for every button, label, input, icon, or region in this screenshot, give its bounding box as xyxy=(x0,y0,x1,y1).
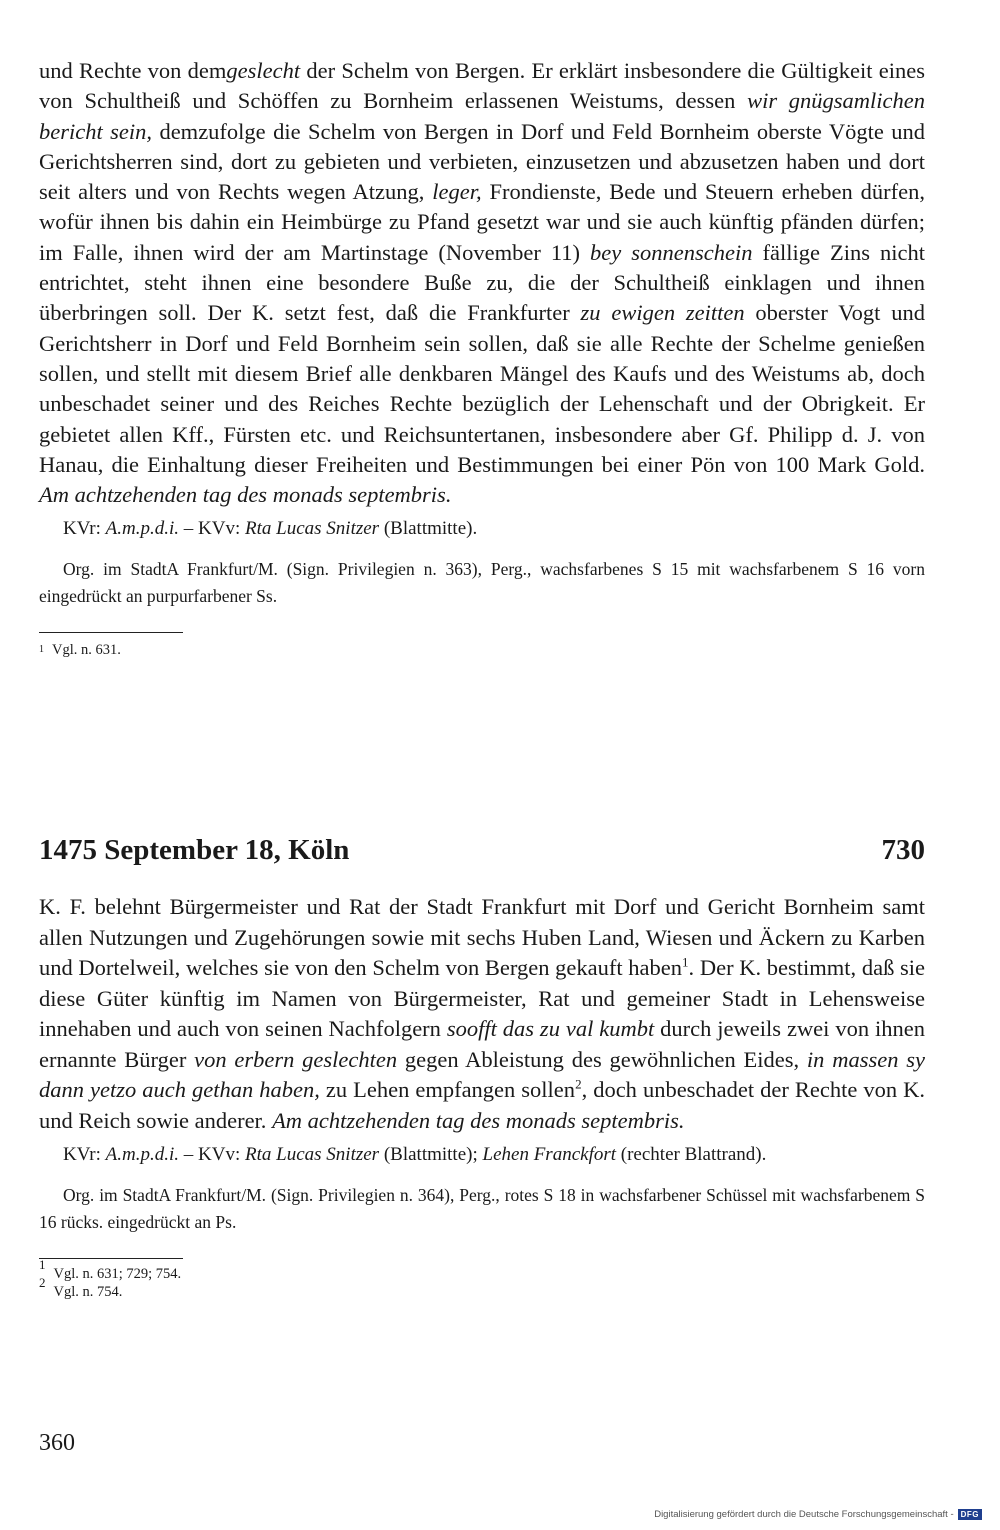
footnote-ref: 2 xyxy=(575,1076,582,1092)
entry-730-number: 730 xyxy=(881,834,925,866)
kv-value: Rta Lucas Snitzer xyxy=(245,1144,380,1165)
footnote-text: Vgl. n. 631; 729; 754. xyxy=(53,1266,182,1282)
kv-value: Rta Lucas Snitzer xyxy=(245,518,380,540)
page-number: 360 xyxy=(39,1430,75,1456)
entry-730-heading xyxy=(39,830,925,870)
text-run: der Schelm von Bergen. Er erklärt insbesondere die Gültigkeit eines von Schultheiß und Schöffen zu Bornheim erlassenen Weistums, dessen xyxy=(39,58,925,114)
entry-729-footnote-1 xyxy=(39,641,925,659)
text-run: oberster Vogt und Gerichtsherr in Dorf und Feld Bornheim sein sollen, daß sie alle Rechte der Schelme genießen sollen, und stellt mit diesem Brief alle denkbaren Mängel des Kaufs und des Weistums ab, doch unbeschadet seiner und des Reiches Rechte bezüglich der Lehenschaft und der Obrigkeit. Er gebietet allen Kff., Fürsten etc. und Reichsuntertanen, insbesondere aber Gf. Philipp d. J. von Hanau, die Einhaltung dieser Freiheiten und Bestimmungen bei einer Pön von 100 Mark Gold. xyxy=(39,300,925,477)
quote-run: leger, xyxy=(432,179,482,205)
kv-value: A.m.p.d.i. xyxy=(105,518,180,540)
entry-730-body xyxy=(39,892,925,1136)
kv-label: – KVv: xyxy=(179,1144,246,1165)
entry-729-continuation xyxy=(39,56,925,659)
text-run: gegen Ableistung des gewöhnlichen Eides, xyxy=(397,1046,807,1072)
footnote-divider xyxy=(39,632,183,633)
text-run: K. F. belehnt Bürgermeister und Rat der Stadt Frankfurt mit Dorf und Gericht Bornheim samt allen Nutzungen und Zugehörungen sowie mit sechs Huben Land, Wiesen und Äckern zu Karben und Dortelweil, welches sie von den Schelm von Bergen gekauft haben xyxy=(39,894,925,980)
kv-label: KVr: xyxy=(63,1144,106,1165)
kv-label: – KVv: xyxy=(179,518,246,540)
entry-730-original-note: Org. im StadtA Frankfurt/M. (Sign. Privilegien n. 364), Perg., rotes S 18 in wachsfarbener Schüssel mit wachsfarbenem S 16 rücks. eingedrückt an Ps. xyxy=(39,1185,925,1232)
quote-run: zu ewigen zeitten xyxy=(580,300,745,326)
dfg-credit-line xyxy=(654,1509,982,1520)
footnote-text: Vgl. n. 754. xyxy=(53,1284,123,1300)
entry-730 xyxy=(39,892,925,1301)
text-run: durch jeweils zwei von ihnen ernannte Bürger xyxy=(39,1016,925,1072)
quote-run: geslecht xyxy=(226,58,301,83)
dfg-logo-icon: DFG xyxy=(958,1509,982,1520)
quote-run: soofft das zu val kumbt xyxy=(446,1016,655,1041)
kv-value: Lehen Franckfort xyxy=(482,1144,617,1165)
kv-text: (rechter Blattrand). xyxy=(616,1144,767,1165)
kv-text: (Blattmitte). xyxy=(379,518,478,540)
footnote-mark: 1 xyxy=(39,644,44,656)
entry-730-date-place: 1475 September 18, Köln xyxy=(39,834,350,866)
quote-run: von erbern geslechten xyxy=(194,1046,398,1072)
entry-730-footnote-1 xyxy=(39,1257,925,1283)
entry-729-kv-note xyxy=(39,515,925,542)
quote-run: Am achtzehenden tag des monads septembris. xyxy=(39,482,452,508)
text-run: . Der K. bestimmt, daß sie diese Güter künftig im Namen von Bürgermeister, Rat und gemeiner Stadt in Lehensweise innehaben und auch von seinen Nachfolgern xyxy=(39,955,925,1041)
quote-run: in massen sy dann yetzo auch gethan haben, xyxy=(39,1046,925,1102)
quote-run: bey sonnenschein xyxy=(590,239,753,265)
footnote-ref: 1 xyxy=(682,954,689,970)
kv-text: (Blattmitte); xyxy=(379,1144,483,1165)
entry-730-kv-note xyxy=(39,1141,925,1168)
entry-730-footnote-2 xyxy=(39,1275,925,1301)
text-run: , doch unbeschadet der Rechte von K. und Reich sowie anderer. xyxy=(39,1077,926,1133)
text-run: Frondienste, Bede und Steuern erheben dürfen, wofür ihnen bis dahin ein Heimbürge zu Pfand gesetzt war und sie auch künftig pfänden dürfen; im Falle, ihnen wird der am Martinstage (November 11) xyxy=(39,179,925,265)
text-run: und Rechte von dem xyxy=(39,58,227,83)
footnote-divider xyxy=(39,1258,183,1259)
kv-value: A.m.p.d.i. xyxy=(105,1144,180,1165)
kv-label: KVr: xyxy=(63,518,106,540)
footnote-mark: 2 xyxy=(39,1275,46,1290)
entry-729-original-note: Org. im StadtA Frankfurt/M. (Sign. Privilegien n. 363), Perg., wachsfarbenes S 15 mit wachsfarbenem S 16 vorn eingedrückt an purpurfarbener Ss. xyxy=(39,559,925,607)
entry-729-body xyxy=(39,56,925,510)
footnote-text: Vgl. n. 631. xyxy=(52,642,121,659)
quote-run: Am achtzehenden tag des monads septembris. xyxy=(272,1107,685,1133)
text-run: fällige Zins nicht entrichtet, steht ihnen eine besondere Buße zu, die der Schultheiß einklagen und ihnen überbringen soll. Der K. setzt fest, daß die Frankfurter xyxy=(39,239,925,326)
quote-run: wir gnügsamlichen bericht sein, xyxy=(39,88,925,144)
footnote-mark: 1 xyxy=(39,1257,46,1272)
text-run: zu Lehen empfangen sollen xyxy=(319,1077,576,1102)
dfg-credit-text: Digitalisierung gefördert durch die Deutsche Forschungsgemeinschaft - xyxy=(654,1509,954,1520)
text-run: demzufolge die Schelm von Bergen in Dorf und Feld Bornheim oberste Vögte und Gerichtsherren sind, dort zu gebieten und verbieten, einzusetzen und abzusetzen haben und dort seit alters und von Rechts wegen Atzung, xyxy=(39,118,925,205)
